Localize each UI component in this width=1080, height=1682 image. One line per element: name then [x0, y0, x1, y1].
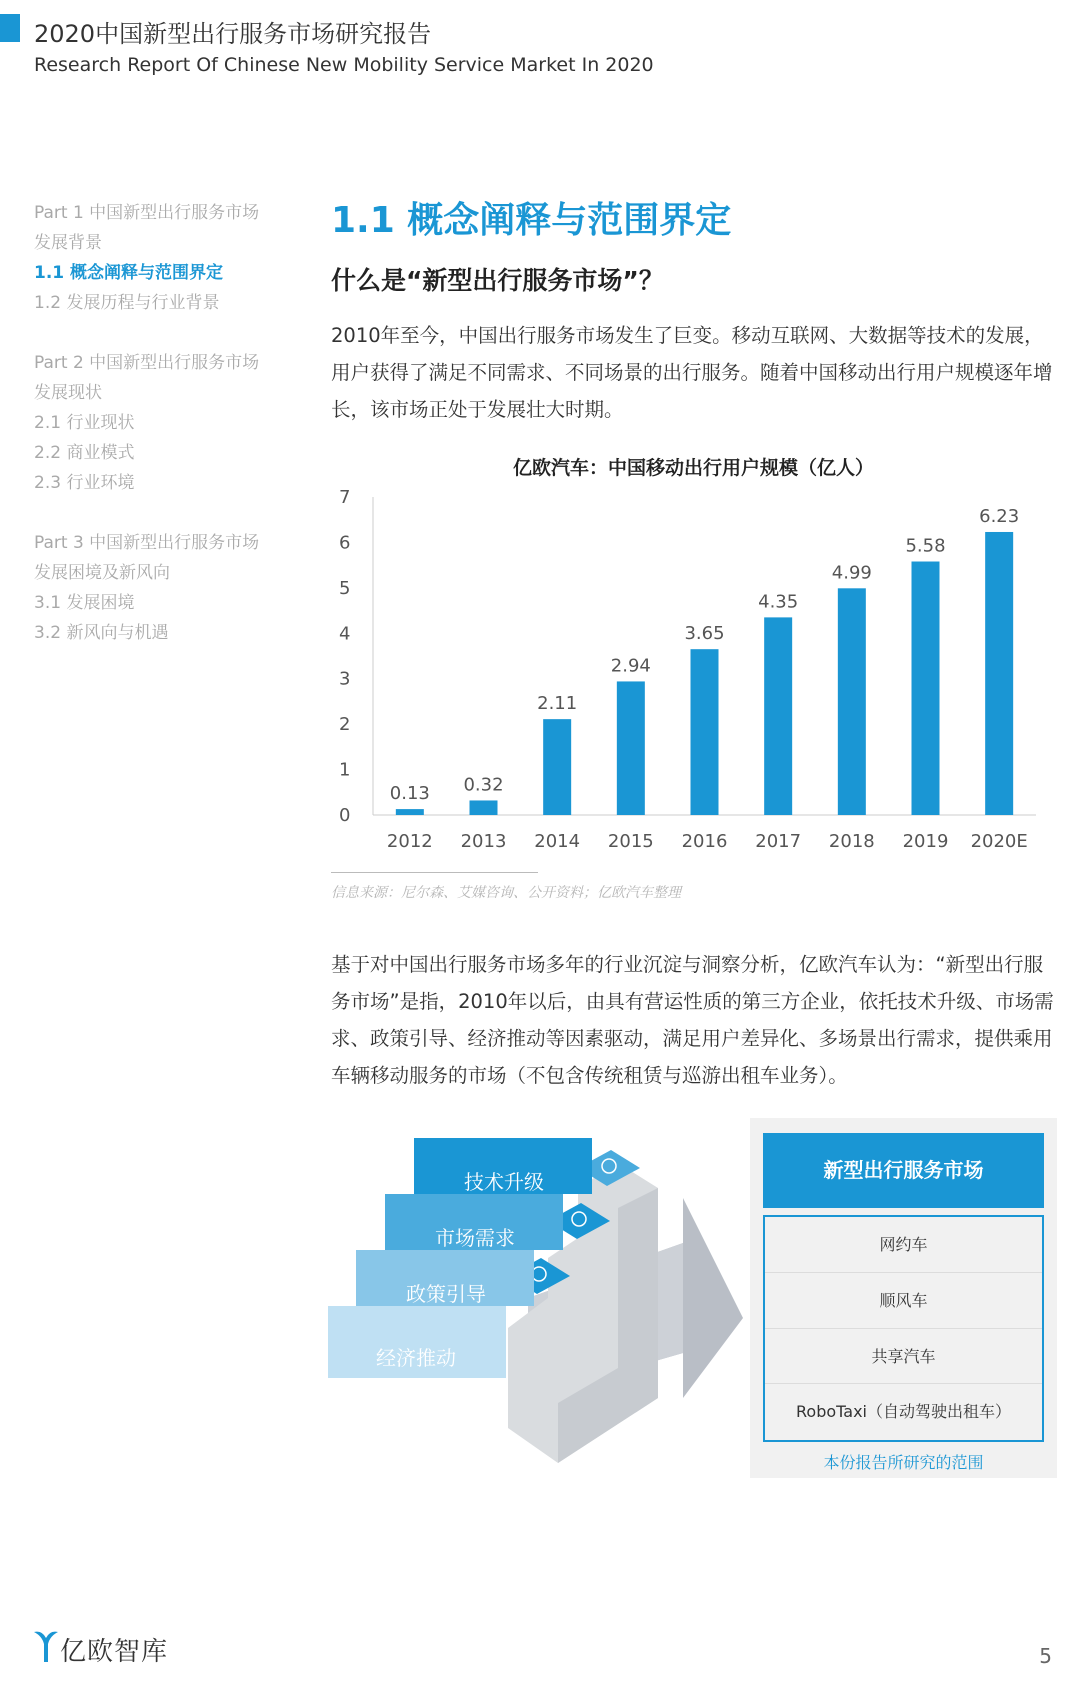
header-accent-bar	[0, 14, 20, 42]
bar-value-label: 3.65	[684, 623, 725, 645]
x-tick-label: 2013	[460, 831, 507, 852]
driver-economic-push: 经济推动	[376, 1346, 456, 1370]
bar-value-label: 5.58	[905, 535, 946, 557]
nav-item[interactable]: 发展背景	[34, 233, 102, 253]
section-title: 1.1 概念阐释与范围界定	[331, 200, 732, 241]
scope-caption: 本份报告所研究的范围	[823, 1453, 984, 1472]
bar-value-label: 0.13	[389, 783, 430, 805]
y-tick-label: 4	[339, 623, 351, 645]
page-number: 5	[1039, 1644, 1052, 1668]
x-tick-label: 2017	[755, 831, 802, 852]
scope-item-carpool: 顺风车	[765, 1273, 1042, 1329]
nav-item[interactable]: 发展困境及新风向	[34, 563, 170, 583]
bar-value-label: 4.99	[831, 562, 872, 584]
scope-item-car-sharing: 共享汽车	[765, 1329, 1042, 1385]
nav-spacer	[34, 318, 294, 348]
y-tick-label: 7	[339, 487, 351, 508]
x-tick-label: 2012	[386, 831, 433, 852]
nav-item[interactable]: 1.1 概念阐释与范围界定	[34, 263, 224, 283]
driver-policy-guidance: 政策引导	[406, 1282, 486, 1306]
nav-item[interactable]: 3.2 新风向与机遇	[34, 623, 169, 643]
scope-title: 新型出行服务市场	[763, 1133, 1044, 1208]
definition-paragraph: 基于对中国出行服务市场多年的行业沉淀与洞察分析，亿欧汽车认为：“新型出行服务市场”是指，2010年以后，由具有营运性质的第三方企业，依托技术升级、市场需求、政策引导、经济推动等因素驱动，满足用户差异化、多场景出行需求，提供乘用车辆移动服务的市场（不包含传统租赁与巡游出租车业务）。	[331, 953, 1054, 1087]
brand-logo-text: 亿欧智库	[60, 1637, 169, 1667]
report-subtitle: Research Report Of Chinese New Mobility Service Market In 2020	[34, 54, 654, 76]
bar	[912, 562, 940, 815]
bar	[985, 532, 1013, 815]
bar-value-label: 6.23	[979, 505, 1020, 527]
user-scale-bar-chart	[331, 485, 1056, 865]
nav-item[interactable]: Part 2 中国新型出行服务市场	[34, 353, 260, 373]
chart-title: 亿欧汽车：中国移动出行用户规模（亿人）	[512, 457, 874, 479]
bar-value-label: 0.32	[463, 774, 504, 796]
x-tick-label: 2019	[902, 831, 949, 852]
nav-item[interactable]: 2.1 行业现状	[34, 413, 135, 433]
x-tick-label: 2018	[828, 831, 875, 852]
bar-value-label: 2.11	[537, 693, 578, 715]
bar-value-label: 4.35	[758, 591, 799, 613]
y-tick-label: 6	[339, 532, 351, 554]
bar	[691, 649, 719, 815]
intro-paragraph: 2010年至今，中国出行服务市场发生了巨变。移动互联网、大数据等技术的发展，用户获得了满足不同需求、不同场景的出行服务。随着中国移动出行用户规模逐年增长，该市场正处于发展壮大时期。	[331, 324, 1053, 421]
brand-logo-icon	[32, 1628, 60, 1664]
nav-item[interactable]: 2.3 行业环境	[34, 473, 135, 493]
bar	[396, 809, 424, 815]
y-tick-label: 0	[339, 805, 351, 826]
y-tick-label: 1	[339, 759, 351, 781]
scope-item-ride-hailing: 网约车	[765, 1217, 1042, 1273]
report-title: 2020中国新型出行服务市场研究报告	[34, 20, 432, 48]
chart-source: 信息来源：尼尔森、艾媒咨询、公开资料；亿欧汽车整理	[331, 885, 681, 901]
bar	[470, 800, 498, 815]
scope-item-robotaxi: RoboTaxi（自动驾驶出租车）	[796, 1402, 1011, 1422]
nav-spacer	[34, 498, 294, 528]
nav-item[interactable]: 2.2 商业模式	[34, 443, 135, 463]
bar	[543, 719, 571, 815]
nav-item[interactable]: 3.1 发展困境	[34, 593, 135, 613]
bar	[764, 617, 792, 815]
y-tick-label: 2	[339, 714, 351, 736]
driver-market-demand: 市场需求	[435, 1226, 515, 1250]
nav-item[interactable]: 1.2 发展历程与行业背景	[34, 293, 220, 313]
y-tick-label: 5	[339, 577, 351, 599]
x-tick-label: 2020E	[970, 831, 1028, 852]
nav-item[interactable]: Part 1 中国新型出行服务市场	[34, 203, 260, 223]
nav-item[interactable]: Part 3 中国新型出行服务市场	[34, 533, 260, 553]
y-tick-label: 3	[339, 668, 351, 690]
source-divider	[331, 872, 538, 873]
x-tick-label: 2014	[534, 831, 581, 852]
bar	[617, 681, 645, 815]
x-tick-label: 2015	[607, 831, 654, 852]
driver-tech-upgrade: 技术升级	[464, 1170, 544, 1194]
bar	[838, 588, 866, 815]
x-tick-label: 2016	[681, 831, 728, 852]
scope-list	[763, 1215, 1044, 1442]
nav-item[interactable]: 发展现状	[34, 383, 102, 403]
section-question: 什么是“新型出行服务市场”？	[331, 266, 664, 295]
bar-value-label: 2.94	[610, 655, 651, 677]
table-of-contents	[34, 198, 294, 648]
